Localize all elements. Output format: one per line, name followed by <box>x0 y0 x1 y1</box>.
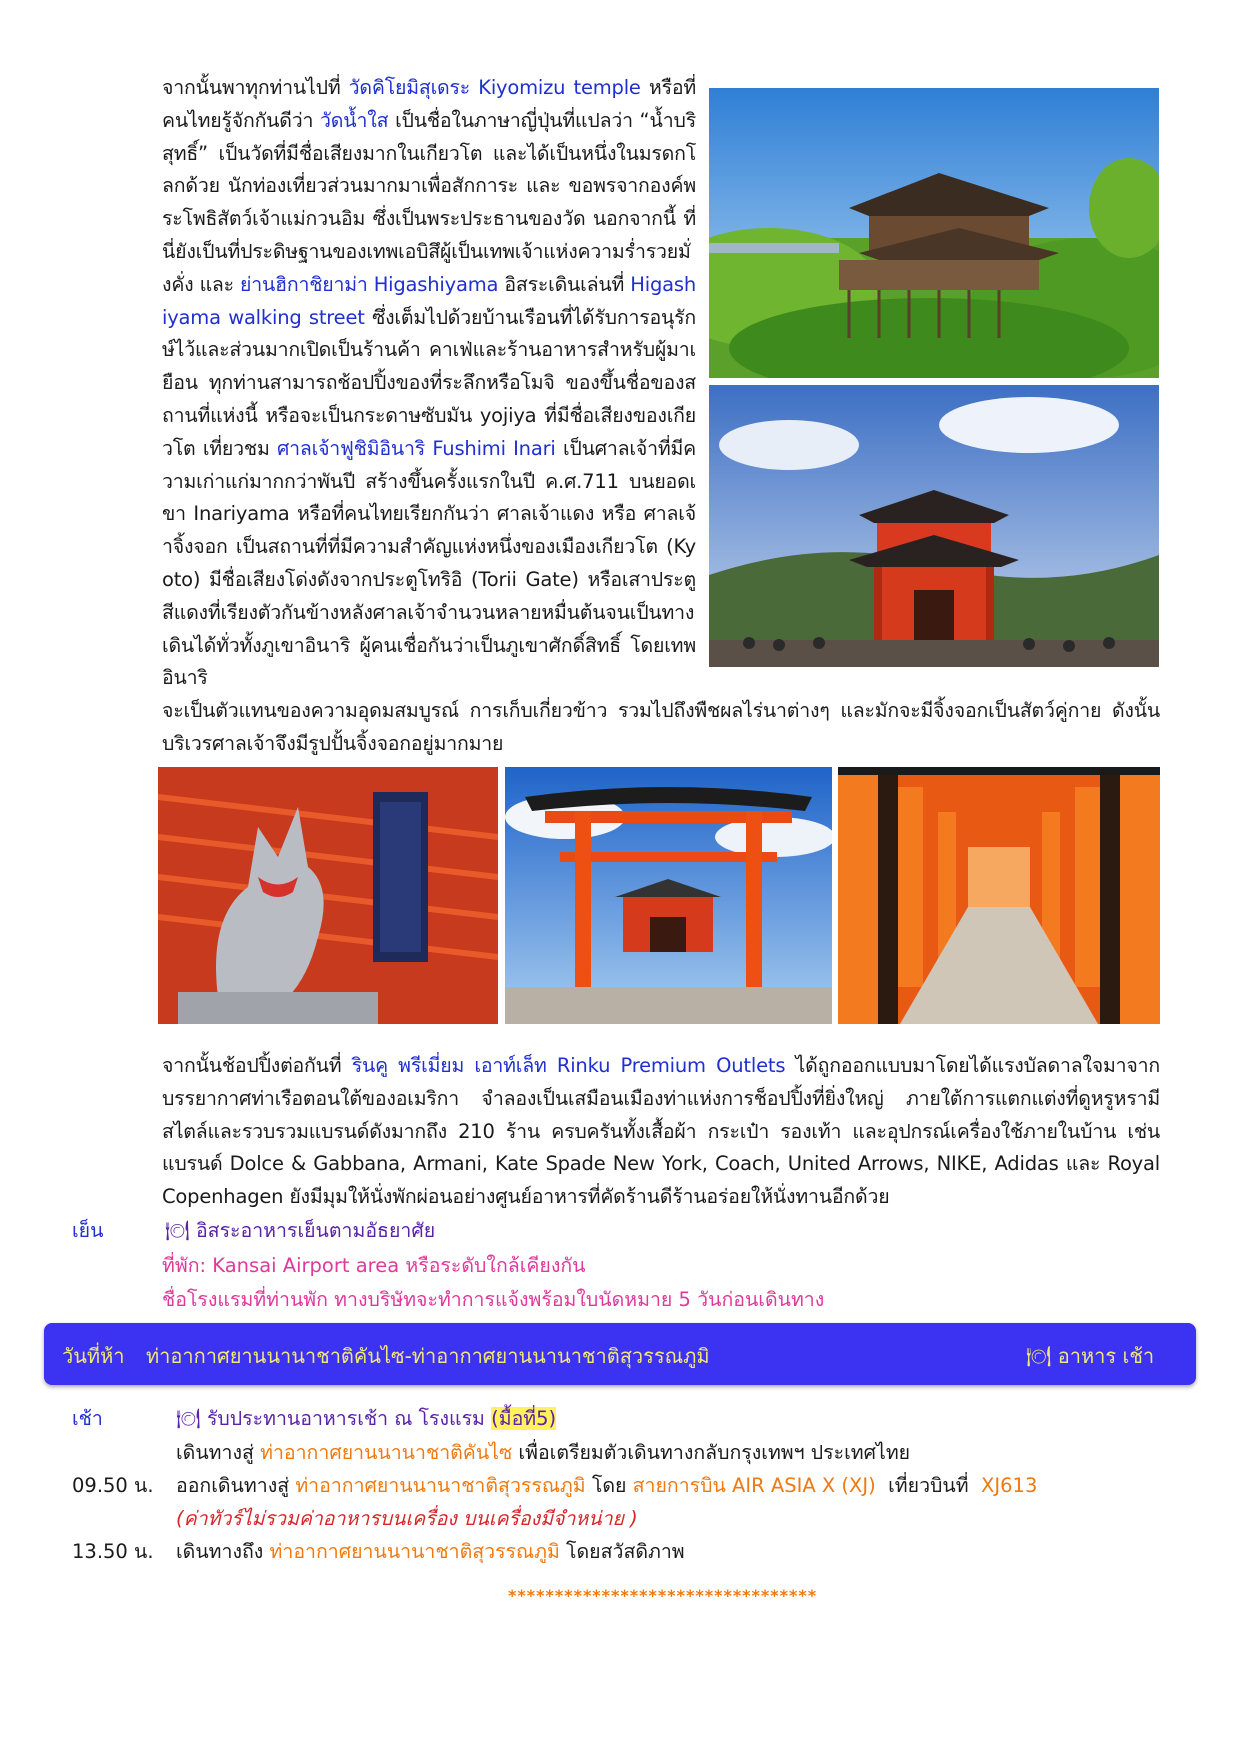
text: หรือที่คนไทยรู้จักกันดีว่า <box>162 76 697 132</box>
bkk-airport: ท่าอากาศยานนานาชาติสุวรรณภูมิ <box>269 1540 560 1563</box>
day-label: วันที่ห้า <box>62 1344 125 1368</box>
breakfast-text: 🍽 รับประทานอาหารเช้า ณ โรงแรม <box>176 1407 492 1430</box>
morning-label: เช้า <box>72 1407 103 1430</box>
nam-sai-link: วัดน้ำใส <box>320 108 389 132</box>
text: จากนั้นช้อปปิ้งต่อกันที่ <box>162 1054 352 1077</box>
fushimi-link: ศาลเจ้าฟูชิมิอินาริ Fushimi Inari <box>276 436 556 460</box>
breakfast-line <box>176 1403 556 1434</box>
fox-statue-photo <box>158 767 498 1024</box>
text: โดย <box>585 1474 633 1497</box>
torii-tunnel-photo <box>838 767 1160 1024</box>
fushimi-description-continued: จะเป็นตัวแทนของความอุดมสมบูรณ์ การเก็บเกี่ยวข้าว รวมไปถึงพืชผลไร่นาต่างๆ และมักจะมีจิ้งจอกเป็นสัตว์คู่กาย ดังนั้นบริเวรศาลเจ้าจึงมีรูปปั้นจิ้งจอกอยู่มากมาย <box>162 699 1160 755</box>
rinku-link: รินคู พรีเมี่ยม เอาท์เล็ท Rinku Premium Outlets <box>351 1054 786 1077</box>
hotel-note: ชื่อโรงแรมที่ท่านพัก ทางบริษัทจะทำการแจ้งพร้อมใบนัดหมาย 5 วันก่อนเดินทาง <box>162 1288 825 1311</box>
higashiyama-link: ย่านฮิกาชิยาม่า Higashiyama <box>240 272 499 296</box>
text: เที่ยวบินที่ <box>875 1474 982 1497</box>
day-route: ท่าอากาศยานนานาชาติคันไซ-ท่าอากาศยานนานาชาติสุวรรณภูมิ <box>146 1344 710 1368</box>
torii-gate-photo <box>505 767 832 1024</box>
text: จากนั้นพาทุกท่านไปที่ <box>162 76 349 99</box>
text: เป็นศาลเจ้าที่มีความเก่าแก่มากกว่าพันปี สร้างขึ้นครั้งแรกในปี ค.ศ.711 บนยอดเขา Inariyama หรือที่คนไทยเรียกกันว่า ศาลเจ้าแดง หรือ ศาลเจ้าจิ้งจอก เป็นสถานที่ที่มีความสำคัญแห่งหนึ่งของเมืองเกียวโต (Kyoto) มีชื่อเสียงโด่งดังจากประตูโทริอิ (Torii Gate) หรือเสาประตูสีแดงที่เรียงตัวกันข้างหลังศาลเจ้าจำนวนหลายหมื่นต้นจนเป็นทางเดินได้ทั่วทั้งภูเขาอินาริ ผู้คนเชื่อกันว่าเป็นภูเขาศักดิ์สิทธิ์ โดยเทพอินาริ <box>162 436 696 690</box>
walking-street-link: Higashiyama walking street <box>162 272 696 329</box>
meal-note: (ค่าทัวร์ไม่รวมค่าอาหารบนเครื่อง บนเครื่องมีจำหน่าย ) <box>176 1507 638 1530</box>
text: โดยสวัสดิภาพ <box>559 1540 685 1563</box>
kyoto-description <box>162 72 696 695</box>
text: ได้ถูกออกแบบมาโดยได้แรงบัลดาลใจมาจากบรรยากาศท่าเรือตอนใต้ของอเมริกา จำลองเป็นเสมือนเมืองท่าแห่งการช็อปปิ้งที่ยิ่งใหญ่ ภายใต้การแตกแต่งที่ดูหรูหรามีสไตล์และรวบรวมแบรนด์ดังมากถึง 210 ร้าน ครบครันทั้งเสื้อผ้า กระเป๋า รองเท้า และอุปกรณ์เครื่องใช้ภายในบ้าน เช่น แบรนด์ Dolce & Gabbana, Armani, Kate Spade New York, Coach, United Arrows, NIKE, Adidas และ Royal Copenhagen ยังมีมุมให้นั่งพักผ่อนอย่างศูนย์อาหารที่คัดร้านดีร้านอร่อยให้นั่งทานอีกด้วย <box>162 1054 1160 1209</box>
footer-separator: ********************************* <box>508 1586 818 1605</box>
departure-line <box>176 1470 1037 1501</box>
evening-label: เย็น <box>72 1219 104 1242</box>
kiyomizu-temple-photo <box>709 88 1159 378</box>
text: ออกเดินทางสู่ <box>176 1474 296 1497</box>
text: เพื่อเตรียมตัวเดินทางกลับกรุงเทพฯ ประเทศไทย <box>512 1441 911 1464</box>
transfer-line <box>176 1437 910 1468</box>
day5-header <box>44 1323 1196 1385</box>
hotel-info: ที่พัก: Kansai Airport area หรือระดับใกล้เคียงกัน <box>162 1254 586 1277</box>
meal-number: (มื้อที่5) <box>491 1407 557 1430</box>
rinku-description <box>162 1050 1160 1214</box>
text: อิสระเดินเล่นที่ <box>498 272 631 296</box>
text: เดินทางถึง <box>176 1540 270 1563</box>
arrival-line <box>176 1536 685 1567</box>
day-meals: 🍽 อาหาร เช้า <box>1026 1344 1155 1368</box>
bkk-airport: ท่าอากาศยานนานาชาติสุวรรณภูมิ <box>295 1474 586 1497</box>
text: เดินทางสู่ <box>176 1441 261 1464</box>
text: เป็นชื่อในภาษาญี่ปุ่นที่แปลว่า “น้ำบริสุทธิ์” เป็นวัดที่มีชื่อเสียงมากในเกียวโต และได้เป็นหนึ่งในมรดกโลกด้วย นักท่องเที่ยวส่วนมากมาเพื่อสักการะ และ ขอพรจากองค์พระโพธิสัตว์เจ้าแม่กวนอิม ซึ่งเป็นพระประธานของวัด นอกจากนี้ ที่นี่ยังเป็นที่ประดิษฐานของเทพเอบิสึผู้เป็นเทพเจ้าแห่งความร่ำรวยมั่งคั่ง และ <box>162 108 696 296</box>
text: ซึ่งเต็มไปด้วยบ้านเรือนที่ได้รับการอนุรักษ์ไว้และส่วนมากเปิดเป็นร้านค้า คาเฟ่และร้านอาหารสำหรับผู้มาเยือน ทุกท่านสามารถช้อปปิ้งของที่ระลึกหรือโมจิ ของขึ้นชื่อของสถานที่แห่งนี้ หรือจะเป็นกระดาษซับมัน yojiya ที่มีชื่อเสียงของเกียวโต เที่ยวชม <box>162 305 697 460</box>
arrival-time: 13.50 น. <box>72 1540 154 1563</box>
kiyomizu-link: วัดคิโยมิสุเดระ Kiyomizu temple <box>348 76 641 99</box>
kiyomizu-gate-photo <box>709 385 1159 667</box>
departure-time: 09.50 น. <box>72 1474 154 1497</box>
flight-number: XJ613 <box>981 1474 1038 1497</box>
evening-meal: 🍽 อิสระอาหารเย็นตามอัธยาศัย <box>165 1219 436 1242</box>
airline: สายการบิน AIR ASIA X (XJ) <box>632 1474 876 1497</box>
kix-airport: ท่าอากาศยานนานาชาติคันไซ <box>260 1441 513 1464</box>
